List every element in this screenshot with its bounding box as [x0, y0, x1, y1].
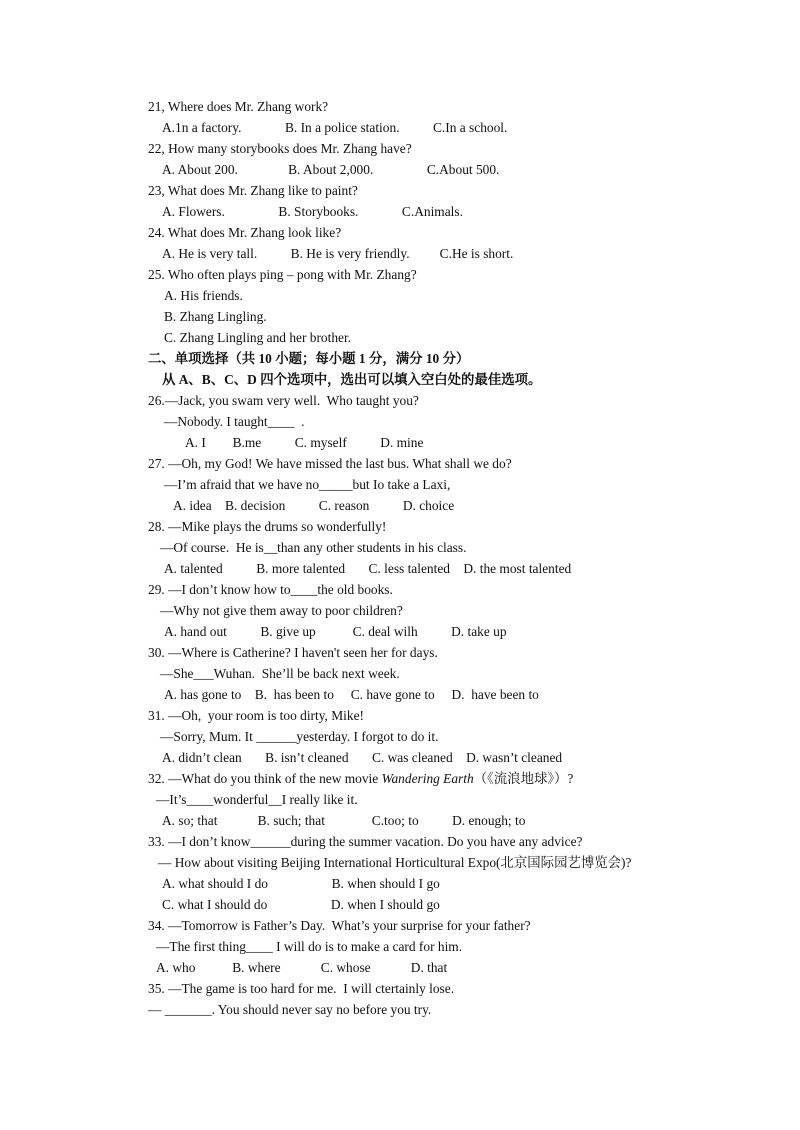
movie-title: Wandering Earth	[381, 771, 474, 786]
question-32-text: 32. —What do you think of the new movie	[148, 771, 382, 786]
answer-30: —She___Wuhan. She’ll be back next week.	[160, 666, 400, 681]
options-34: A. who B. where C. whose D. that	[156, 960, 448, 975]
options-31: A. didn’t clean B. isn’t cleaned C. was cleaned D. wasn’t cleaned	[162, 750, 563, 765]
option-25c: C. Zhang Lingling and her brother.	[164, 330, 352, 345]
options-30: A. has gone to B. has been to C. have gone to D. have been to	[164, 687, 539, 702]
option-25a: A. His friends.	[164, 288, 243, 303]
question-33: 33. —I don’t know______during the summer vacation. Do you have any advice?	[148, 834, 583, 849]
option-25b: B. Zhang Lingling.	[164, 309, 267, 324]
answer-28: —Of course. He is__than any other students in his class.	[160, 540, 467, 555]
options-26: A. I B.me C. myself D. mine	[185, 435, 424, 450]
options-33-row1: A. what should I do B. when should I go	[162, 876, 440, 891]
question-24: 24. What does Mr. Zhang look like?	[148, 225, 342, 240]
options-28: A. talented B. more talented C. less talented D. the most talented	[164, 561, 572, 576]
answer-32: —It’s____wonderful__I really like it.	[156, 792, 358, 807]
answer-35: — _______. You should never say no before you try.	[148, 1002, 432, 1017]
question-30: 30. —Where is Catherine? I haven't seen her for days.	[148, 645, 438, 660]
question-32	[148, 771, 573, 787]
options-33-row2: C. what I should do D. when I should go	[162, 897, 440, 912]
options-32: A. so; that B. such; that C.too; to D. enough; to	[162, 813, 526, 828]
options-21: A.1n a factory. B. In a police station. C.In a school.	[162, 120, 508, 135]
question-25: 25. Who often plays ping – pong with Mr. Zhang?	[148, 267, 417, 282]
section-instruction: 从 A、B、C、D 四个选项中，选出可以填入空白处的最佳选项。	[162, 372, 542, 387]
question-28: 28. —Mike plays the drums so wonderfully!	[148, 519, 387, 534]
question-21: 21, Where does Mr. Zhang work?	[148, 99, 329, 114]
question-35: 35. —The game is too hard for me. I will ctertainly lose.	[148, 981, 455, 996]
answer-29: —Why not give them away to poor children?	[160, 603, 403, 618]
options-27: A. idea B. decision C. reason D. choice	[173, 498, 455, 513]
options-29: A. hand out B. give up C. deal wilh D. take up	[164, 624, 507, 639]
answer-31: —Sorry, Mum. It ______yesterday. I forgot to do it.	[160, 729, 439, 744]
question-23: 23, What does Mr. Zhang like to paint?	[148, 183, 358, 198]
options-22: A. About 200. B. About 2,000. C.About 500.	[162, 162, 500, 177]
options-23: A. Flowers. B. Storybooks. C.Animals.	[162, 204, 463, 219]
question-22: 22, How many storybooks does Mr. Zhang have?	[148, 141, 412, 156]
answer-34: —The first thing____ I will do is to make a card for him.	[156, 939, 463, 954]
answer-26: —Nobody. I taught____ .	[164, 414, 305, 429]
question-34: 34. —Tomorrow is Father’s Day. What’s your surprise for your father?	[148, 918, 531, 933]
options-24: A. He is very tall. B. He is very friendly. C.He is short.	[162, 246, 514, 261]
question-32-tail: （《流浪地球》）?	[473, 771, 574, 786]
question-29: 29. —I don’t know how to____the old books.	[148, 582, 393, 597]
question-27: 27. —Oh, my God! We have missed the last bus. What shall we do?	[148, 456, 512, 471]
section-heading: 二、单项选择（共 10 小题；每小题 1 分，满分 10 分）	[148, 351, 470, 366]
answer-33: — How about visiting Beijing International Horticultural Expo(北京国际园艺博览会)?	[158, 855, 632, 870]
question-31: 31. —Oh, your room is too dirty, Mike!	[148, 708, 364, 723]
answer-27: —I’m afraid that we have no_____but Io take a Laxi,	[164, 477, 451, 492]
question-26: 26.—Jack, you swam very well. Who taught you?	[148, 393, 419, 408]
